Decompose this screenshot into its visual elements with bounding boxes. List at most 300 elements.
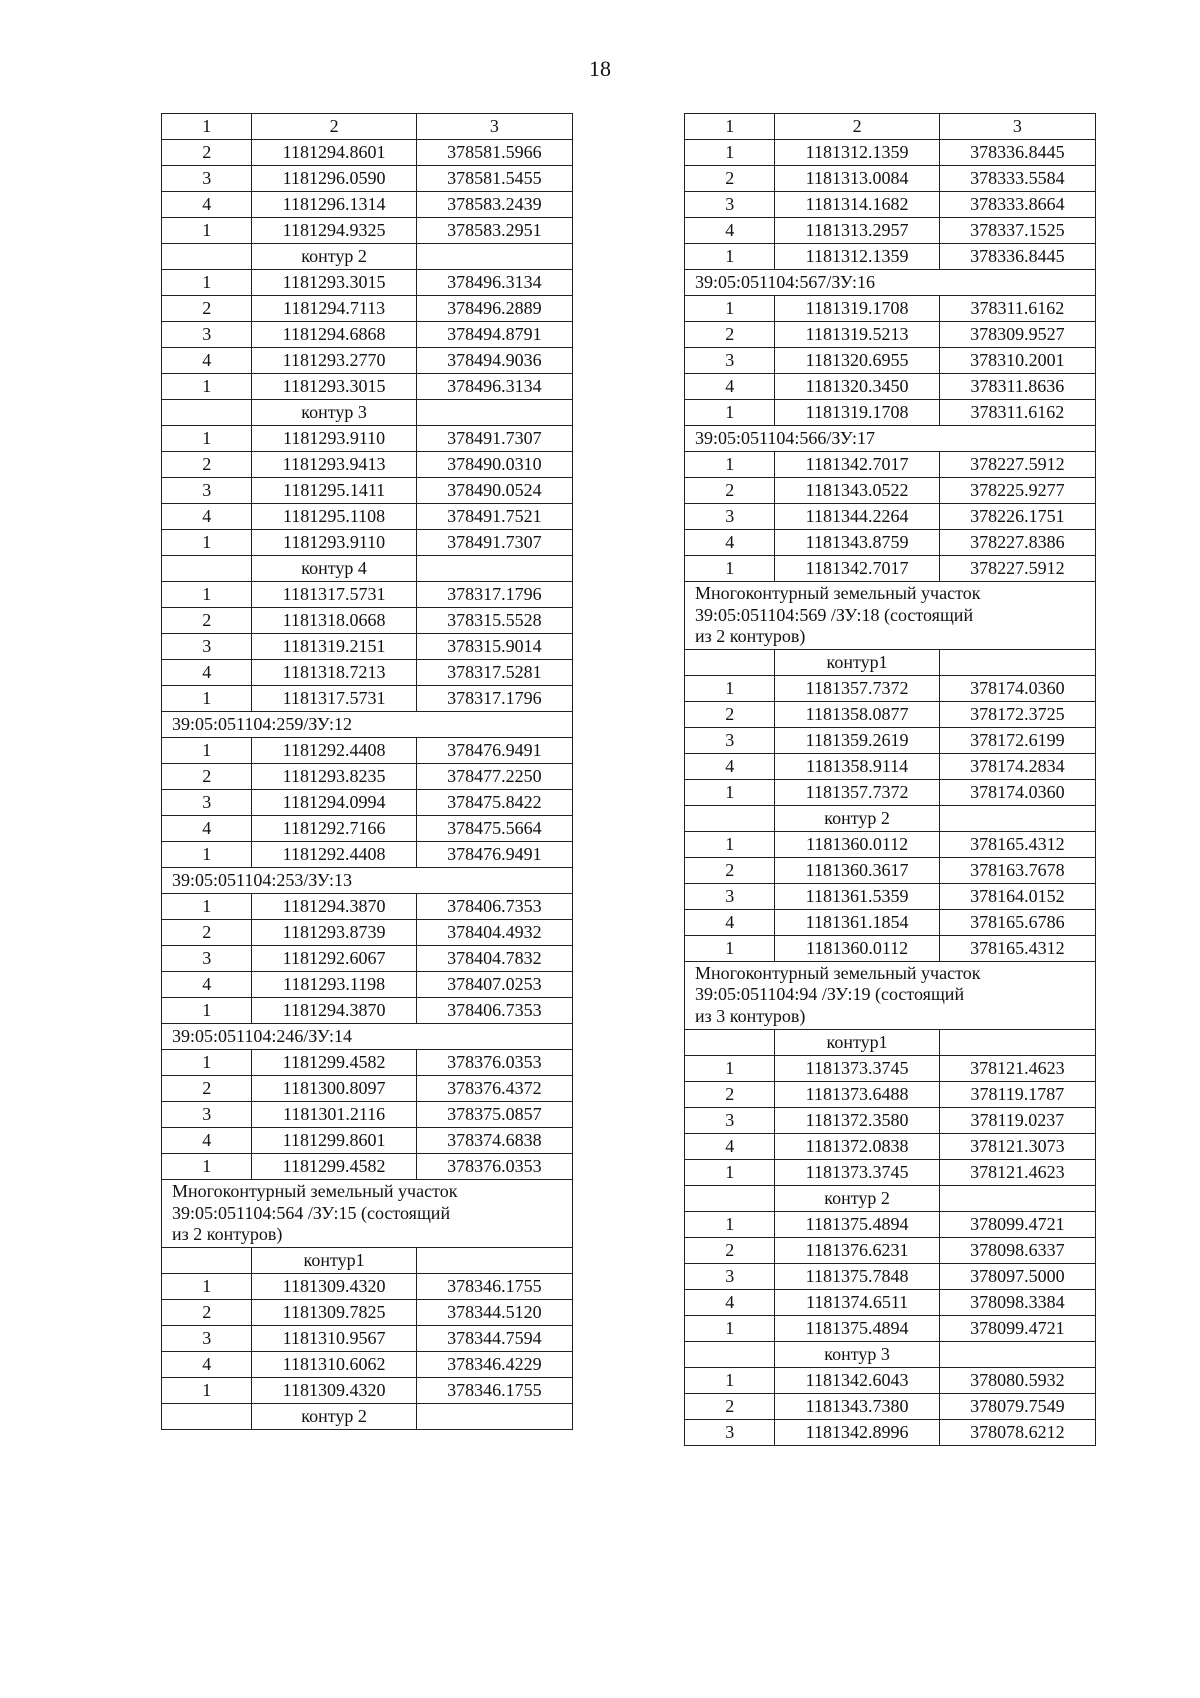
x-coordinate-cell: 1181309.4320: [252, 1377, 416, 1403]
y-coordinate-cell: 378119.0237: [939, 1107, 1095, 1133]
y-coordinate-cell: 378494.9036: [416, 348, 572, 374]
table-header-row: [685, 114, 1096, 140]
x-coordinate-cell: 1181319.5213: [775, 322, 939, 348]
y-coordinate-cell: 378336.8445: [939, 140, 1095, 166]
point-number-cell: 2: [685, 857, 775, 883]
y-coordinate-cell: 378098.3384: [939, 1289, 1095, 1315]
point-number-cell: 1: [685, 140, 775, 166]
x-coordinate-cell: 1181299.8601: [252, 1128, 416, 1154]
point-number-cell: 3: [162, 634, 252, 660]
parcel-title-line: 39:05:051104:567/ЗУ:16: [695, 272, 875, 293]
table-row: [162, 504, 573, 530]
y-coordinate-cell: 378491.7307: [416, 530, 572, 556]
empty-cell: [939, 1185, 1095, 1211]
column-header: 2: [252, 114, 416, 140]
point-number-cell: 1: [162, 582, 252, 608]
x-coordinate-cell: 1181320.6955: [775, 348, 939, 374]
point-number-cell: 1: [685, 556, 775, 582]
point-number-cell: 2: [685, 166, 775, 192]
parcel-title: [162, 712, 573, 738]
table-row: [685, 1107, 1096, 1133]
parcel-title-line: 39:05:051104:566/ЗУ:17: [695, 428, 875, 449]
point-number-cell: 1: [685, 935, 775, 961]
point-number-cell: 2: [685, 478, 775, 504]
point-number-cell: 1: [162, 218, 252, 244]
x-coordinate-cell: 1181372.3580: [775, 1107, 939, 1133]
y-coordinate-cell: 378317.5281: [416, 660, 572, 686]
y-coordinate-cell: 378174.0360: [939, 675, 1095, 701]
contour-label: контур 2: [775, 1185, 939, 1211]
x-coordinate-cell: 1181342.7017: [775, 452, 939, 478]
point-number-cell: 1: [685, 244, 775, 270]
y-coordinate-cell: 378164.0152: [939, 883, 1095, 909]
x-coordinate-cell: 1181342.7017: [775, 556, 939, 582]
y-coordinate-cell: 378121.4623: [939, 1159, 1095, 1185]
y-coordinate-cell: 378490.0524: [416, 478, 572, 504]
y-coordinate-cell: 378079.7549: [939, 1393, 1095, 1419]
point-number-cell: 1: [162, 686, 252, 712]
y-coordinate-cell: 378227.5912: [939, 556, 1095, 582]
y-coordinate-cell: 378317.1796: [416, 582, 572, 608]
y-coordinate-cell: 378496.3134: [416, 374, 572, 400]
point-number-cell: 2: [685, 1081, 775, 1107]
x-coordinate-cell: 1181374.6511: [775, 1289, 939, 1315]
table-row: [685, 166, 1096, 192]
parcel-title-line: Многоконтурный земельный участок: [695, 962, 981, 983]
y-coordinate-cell: 378581.5455: [416, 166, 572, 192]
table-row: [685, 1055, 1096, 1081]
table-row: [162, 452, 573, 478]
x-coordinate-cell: 1181358.9114: [775, 753, 939, 779]
x-coordinate-cell: 1181292.6067: [252, 946, 416, 972]
x-coordinate-cell: 1181375.4894: [775, 1315, 939, 1341]
contour-row: [685, 649, 1096, 675]
table-row: [685, 857, 1096, 883]
y-coordinate-cell: 378174.0360: [939, 779, 1095, 805]
table-row: [162, 790, 573, 816]
x-coordinate-cell: 1181357.7372: [775, 779, 939, 805]
left-coordinates-table: [161, 113, 573, 1430]
parcel-title-row: [685, 270, 1096, 296]
parcel-title-row: [162, 1180, 573, 1248]
x-coordinate-cell: 1181310.6062: [252, 1351, 416, 1377]
point-number-cell: 4: [685, 374, 775, 400]
x-coordinate-cell: 1181299.4582: [252, 1050, 416, 1076]
point-number-cell: 4: [162, 816, 252, 842]
parcel-title: [685, 582, 1096, 650]
x-coordinate-cell: 1181312.1359: [775, 244, 939, 270]
table-row: [162, 920, 573, 946]
table-row: [162, 582, 573, 608]
point-number-cell: 2: [162, 140, 252, 166]
table-row: [162, 374, 573, 400]
contour-row: [685, 805, 1096, 831]
x-coordinate-cell: 1181342.6043: [775, 1367, 939, 1393]
x-coordinate-cell: 1181295.1108: [252, 504, 416, 530]
point-number-cell: 3: [685, 192, 775, 218]
x-coordinate-cell: 1181317.5731: [252, 582, 416, 608]
point-number-cell: 4: [162, 1351, 252, 1377]
y-coordinate-cell: 378491.7307: [416, 426, 572, 452]
point-number-cell: 3: [685, 1107, 775, 1133]
empty-cell: [162, 1403, 252, 1429]
parcel-title-row: [685, 582, 1096, 650]
y-coordinate-cell: 378477.2250: [416, 764, 572, 790]
table-row: [162, 322, 573, 348]
y-coordinate-cell: 378226.1751: [939, 504, 1095, 530]
contour-row: [685, 1185, 1096, 1211]
table-row: [162, 894, 573, 920]
x-coordinate-cell: 1181375.7848: [775, 1263, 939, 1289]
table-row: [685, 1211, 1096, 1237]
y-coordinate-cell: 378098.6337: [939, 1237, 1095, 1263]
y-coordinate-cell: 378404.7832: [416, 946, 572, 972]
x-coordinate-cell: 1181372.0838: [775, 1133, 939, 1159]
table-row: [685, 779, 1096, 805]
y-coordinate-cell: 378315.9014: [416, 634, 572, 660]
contour-label: контур 4: [252, 556, 416, 582]
point-number-cell: 1: [162, 998, 252, 1024]
point-number-cell: 1: [162, 1377, 252, 1403]
table-row: [162, 946, 573, 972]
x-coordinate-cell: 1181294.8601: [252, 140, 416, 166]
x-coordinate-cell: 1181317.5731: [252, 686, 416, 712]
x-coordinate-cell: 1181373.6488: [775, 1081, 939, 1107]
x-coordinate-cell: 1181293.9110: [252, 426, 416, 452]
y-coordinate-cell: 378376.0353: [416, 1050, 572, 1076]
table-row: [162, 842, 573, 868]
table-row: [162, 1351, 573, 1377]
contour-label: контур1: [252, 1247, 416, 1273]
x-coordinate-cell: 1181301.2116: [252, 1102, 416, 1128]
x-coordinate-cell: 1181343.0522: [775, 478, 939, 504]
y-coordinate-cell: 378346.4229: [416, 1351, 572, 1377]
table-row: [685, 1263, 1096, 1289]
point-number-cell: 3: [685, 727, 775, 753]
x-coordinate-cell: 1181360.0112: [775, 935, 939, 961]
point-number-cell: 2: [685, 322, 775, 348]
x-coordinate-cell: 1181294.3870: [252, 894, 416, 920]
y-coordinate-cell: 378163.7678: [939, 857, 1095, 883]
y-coordinate-cell: 378346.1755: [416, 1273, 572, 1299]
contour-row: [685, 1029, 1096, 1055]
empty-cell: [685, 805, 775, 831]
point-number-cell: 2: [162, 920, 252, 946]
point-number-cell: 1: [162, 426, 252, 452]
point-number-cell: 1: [685, 675, 775, 701]
y-coordinate-cell: 378406.7353: [416, 894, 572, 920]
column-header: 1: [162, 114, 252, 140]
table-row: [162, 998, 573, 1024]
parcel-title-line: Многоконтурный земельный участок: [695, 583, 981, 603]
y-coordinate-cell: 378583.2439: [416, 192, 572, 218]
empty-cell: [939, 649, 1095, 675]
table-row: [162, 764, 573, 790]
point-number-cell: 4: [685, 1289, 775, 1315]
x-coordinate-cell: 1181314.1682: [775, 192, 939, 218]
table-row: [162, 270, 573, 296]
y-coordinate-cell: 378121.3073: [939, 1133, 1095, 1159]
point-number-cell: 2: [162, 764, 252, 790]
parcel-title-row: [162, 1024, 573, 1050]
table-row: [685, 1289, 1096, 1315]
contour-row: [162, 244, 573, 270]
y-coordinate-cell: 378404.4932: [416, 920, 572, 946]
y-coordinate-cell: 378407.0253: [416, 972, 572, 998]
empty-cell: [416, 244, 572, 270]
table-row: [685, 675, 1096, 701]
table-row: [685, 244, 1096, 270]
x-coordinate-cell: 1181292.4408: [252, 738, 416, 764]
parcel-title: [162, 868, 573, 894]
y-coordinate-cell: 378172.6199: [939, 727, 1095, 753]
x-coordinate-cell: 1181359.2619: [775, 727, 939, 753]
y-coordinate-cell: 378225.9277: [939, 478, 1095, 504]
point-number-cell: 2: [162, 608, 252, 634]
table-row: [162, 738, 573, 764]
y-coordinate-cell: 378315.5528: [416, 608, 572, 634]
empty-cell: [416, 400, 572, 426]
x-coordinate-cell: 1181313.0084: [775, 166, 939, 192]
page-number: 18: [589, 56, 611, 81]
x-coordinate-cell: 1181293.8235: [252, 764, 416, 790]
point-number-cell: 4: [685, 753, 775, 779]
x-coordinate-cell: 1181296.1314: [252, 192, 416, 218]
contour-label: контур 2: [775, 805, 939, 831]
table-row: [162, 1299, 573, 1325]
empty-cell: [685, 1029, 775, 1055]
point-number-cell: 3: [162, 946, 252, 972]
table-row: [685, 322, 1096, 348]
table-row: [685, 192, 1096, 218]
table-row: [162, 218, 573, 244]
table-row: [685, 1237, 1096, 1263]
table-row: [685, 348, 1096, 374]
parcel-title: [685, 426, 1096, 452]
x-coordinate-cell: 1181293.9110: [252, 530, 416, 556]
y-coordinate-cell: 378496.2889: [416, 296, 572, 322]
x-coordinate-cell: 1181319.2151: [252, 634, 416, 660]
table-row: [685, 504, 1096, 530]
table-row: [685, 727, 1096, 753]
table-row: [685, 701, 1096, 727]
point-number-cell: 1: [162, 842, 252, 868]
x-coordinate-cell: 1181294.7113: [252, 296, 416, 322]
x-coordinate-cell: 1181318.0668: [252, 608, 416, 634]
column-header: 3: [416, 114, 572, 140]
y-coordinate-cell: 378227.5912: [939, 452, 1095, 478]
point-number-cell: 4: [685, 530, 775, 556]
x-coordinate-cell: 1181361.5359: [775, 883, 939, 909]
parcel-title-line: Многоконтурный земельный участок: [172, 1181, 458, 1201]
y-coordinate-cell: 378476.9491: [416, 738, 572, 764]
point-number-cell: 1: [685, 831, 775, 857]
y-coordinate-cell: 378080.5932: [939, 1367, 1095, 1393]
empty-cell: [416, 1403, 572, 1429]
table-row: [685, 400, 1096, 426]
table-row: [162, 1377, 573, 1403]
empty-cell: [416, 1247, 572, 1273]
point-number-cell: 3: [162, 1102, 252, 1128]
point-number-cell: 1: [162, 738, 252, 764]
y-coordinate-cell: 378165.4312: [939, 935, 1095, 961]
x-coordinate-cell: 1181293.8739: [252, 920, 416, 946]
y-coordinate-cell: 378581.5966: [416, 140, 572, 166]
contour-label: контур 3: [252, 400, 416, 426]
parcel-title-row: [162, 712, 573, 738]
table-row: [685, 140, 1096, 166]
table-row: [162, 478, 573, 504]
point-number-cell: 1: [685, 1159, 775, 1185]
parcel-title-row: [685, 961, 1096, 1029]
empty-cell: [685, 1341, 775, 1367]
point-number-cell: 3: [162, 322, 252, 348]
y-coordinate-cell: 378333.5584: [939, 166, 1095, 192]
table-row: [685, 831, 1096, 857]
column-header: 2: [775, 114, 939, 140]
x-coordinate-cell: 1181319.1708: [775, 400, 939, 426]
y-coordinate-cell: 378165.4312: [939, 831, 1095, 857]
y-coordinate-cell: 378317.1796: [416, 686, 572, 712]
parcel-title-line: 39:05:051104:94 /ЗУ:19 (состоящий: [695, 984, 965, 1005]
parcel-title-line: 39:05:051104:259/ЗУ:12: [172, 714, 352, 735]
y-coordinate-cell: 378344.5120: [416, 1299, 572, 1325]
x-coordinate-cell: 1181376.6231: [775, 1237, 939, 1263]
contour-row: [162, 556, 573, 582]
table-row: [162, 1076, 573, 1102]
y-coordinate-cell: 378311.6162: [939, 296, 1095, 322]
x-coordinate-cell: 1181318.7213: [252, 660, 416, 686]
contour-row: [162, 400, 573, 426]
x-coordinate-cell: 1181343.8759: [775, 530, 939, 556]
table-row: [162, 1325, 573, 1351]
point-number-cell: 2: [685, 701, 775, 727]
table-row: [162, 192, 573, 218]
parcel-title-line: 39:05:051104:569 /ЗУ:18 (состоящий: [695, 604, 974, 625]
y-coordinate-cell: 378119.1787: [939, 1081, 1095, 1107]
x-coordinate-cell: 1181313.2957: [775, 218, 939, 244]
table-row: [685, 296, 1096, 322]
table-row: [685, 883, 1096, 909]
x-coordinate-cell: 1181342.8996: [775, 1419, 939, 1445]
x-coordinate-cell: 1181300.8097: [252, 1076, 416, 1102]
parcel-title: [162, 1024, 573, 1050]
y-coordinate-cell: 378336.8445: [939, 244, 1095, 270]
point-number-cell: 1: [685, 400, 775, 426]
column-header: 1: [685, 114, 775, 140]
table-row: [685, 909, 1096, 935]
x-coordinate-cell: 1181294.9325: [252, 218, 416, 244]
x-coordinate-cell: 1181299.4582: [252, 1154, 416, 1180]
point-number-cell: 3: [162, 166, 252, 192]
point-number-cell: 4: [162, 660, 252, 686]
x-coordinate-cell: 1181344.2264: [775, 504, 939, 530]
x-coordinate-cell: 1181294.6868: [252, 322, 416, 348]
point-number-cell: 3: [685, 348, 775, 374]
point-number-cell: 1: [685, 1315, 775, 1341]
parcel-title: [685, 270, 1096, 296]
x-coordinate-cell: 1181310.9567: [252, 1325, 416, 1351]
empty-cell: [939, 1029, 1095, 1055]
table-row: [685, 1393, 1096, 1419]
y-coordinate-cell: 378475.5664: [416, 816, 572, 842]
point-number-cell: 4: [162, 348, 252, 374]
y-coordinate-cell: 378099.4721: [939, 1315, 1095, 1341]
point-number-cell: 1: [685, 296, 775, 322]
y-coordinate-cell: 378376.4372: [416, 1076, 572, 1102]
empty-cell: [939, 805, 1095, 831]
contour-label: контур 2: [252, 244, 416, 270]
table-row: [162, 140, 573, 166]
table-row: [162, 660, 573, 686]
contour-row: [162, 1403, 573, 1429]
point-number-cell: 3: [685, 1419, 775, 1445]
x-coordinate-cell: 1181357.7372: [775, 675, 939, 701]
table-row: [685, 753, 1096, 779]
point-number-cell: 4: [685, 909, 775, 935]
point-number-cell: 3: [162, 1325, 252, 1351]
x-coordinate-cell: 1181293.3015: [252, 270, 416, 296]
table-row: [162, 1050, 573, 1076]
table-row: [162, 972, 573, 998]
x-coordinate-cell: 1181295.1411: [252, 478, 416, 504]
y-coordinate-cell: 378490.0310: [416, 452, 572, 478]
x-coordinate-cell: 1181373.3745: [775, 1159, 939, 1185]
x-coordinate-cell: 1181343.7380: [775, 1393, 939, 1419]
table-row: [685, 1081, 1096, 1107]
x-coordinate-cell: 1181361.1854: [775, 909, 939, 935]
table-row: [162, 686, 573, 712]
y-coordinate-cell: 378337.1525: [939, 218, 1095, 244]
parcel-title-line: из 2 контуров): [695, 626, 806, 647]
y-coordinate-cell: 378375.0857: [416, 1102, 572, 1128]
x-coordinate-cell: 1181292.7166: [252, 816, 416, 842]
parcel-title-line: из 3 контуров): [695, 1005, 806, 1026]
point-number-cell: 1: [162, 1050, 252, 1076]
parcel-title: [162, 1180, 573, 1248]
y-coordinate-cell: 378496.3134: [416, 270, 572, 296]
table-row: [162, 530, 573, 556]
point-number-cell: 1: [685, 1211, 775, 1237]
empty-cell: [162, 400, 252, 426]
y-coordinate-cell: 378309.9527: [939, 322, 1095, 348]
table-row: [685, 1419, 1096, 1445]
parcel-title-line: 39:05:051104:564 /ЗУ:15 (состоящий: [172, 1202, 451, 1223]
right-coordinates-table: [684, 113, 1096, 1446]
table-row: [162, 1128, 573, 1154]
table-row: [685, 452, 1096, 478]
x-coordinate-cell: 1181360.0112: [775, 831, 939, 857]
empty-cell: [939, 1341, 1095, 1367]
x-coordinate-cell: 1181294.3870: [252, 998, 416, 1024]
table-row: [162, 608, 573, 634]
x-coordinate-cell: 1181292.4408: [252, 842, 416, 868]
y-coordinate-cell: 378476.9491: [416, 842, 572, 868]
y-coordinate-cell: 378078.6212: [939, 1419, 1095, 1445]
point-number-cell: 1: [162, 1273, 252, 1299]
table-row: [685, 1367, 1096, 1393]
point-number-cell: 4: [685, 218, 775, 244]
y-coordinate-cell: 378333.8664: [939, 192, 1095, 218]
y-coordinate-cell: 378172.3725: [939, 701, 1095, 727]
table-row: [162, 1154, 573, 1180]
y-coordinate-cell: 378494.8791: [416, 322, 572, 348]
contour-label: контур1: [775, 1029, 939, 1055]
contour-row: [685, 1341, 1096, 1367]
contour-label: контур1: [775, 649, 939, 675]
table-row: [162, 634, 573, 660]
x-coordinate-cell: 1181320.3450: [775, 374, 939, 400]
